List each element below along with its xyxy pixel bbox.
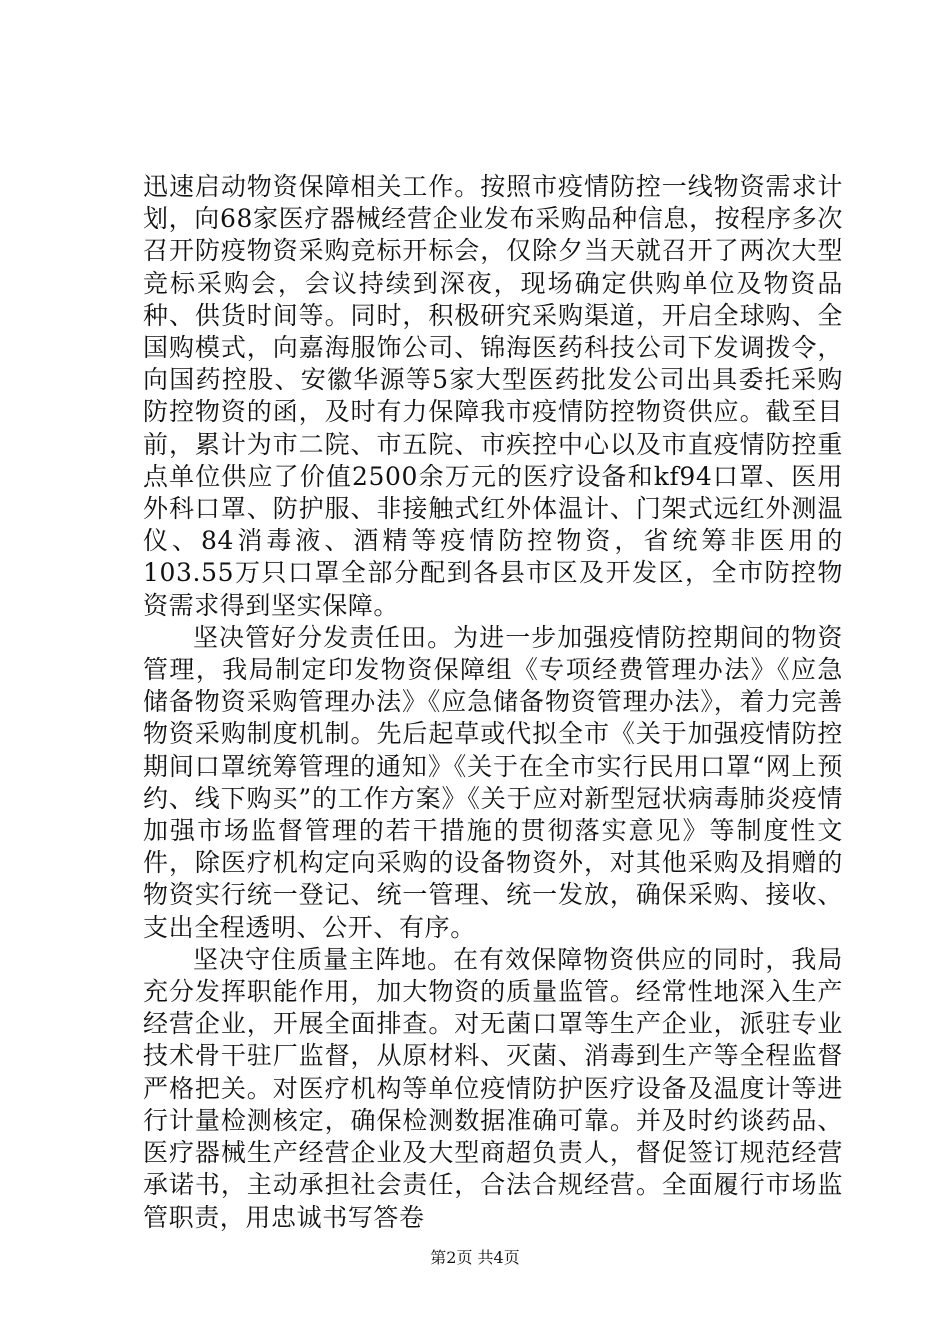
paragraph-continuation: 迅速启动物资保障相关工作。按照市疫情防控一线物资需求计划，向68家医疗器械经营企业发布采购品种信息，按程序多次召开防疫物资采购竞标开标会，仅除夕当天就召开了两次大型竞标采购会，会议持续到深夜，现场确定供购单位及物资品种、供货时间等。同时，积极研究采购渠道，开启全球购、全国购模式，向嘉海服饰公司、锦海医药科技公司下发调拨令，向国药控股、安徽华源等5家大型医药批发公司出具委托采购防控物资的函，及时有力保障我市疫情防控物资供应。截至目前，累计为市二院、市五院、市疾控中心以及市直疫情防控重点单位供应了价值2500余万元的医疗设备和kf94口罩、医用外科口罩、防护服、非接触式红外体温计、门架式远红外测温仪、84消毒液、酒精等疫情防控物资，省统筹非医用的103.55万只口罩全部分配到各县市区及开发区，全市防控物资需求得到坚实保障。 bbox=[143, 172, 843, 620]
page-number-footer: 第2页 共4页 bbox=[430, 1248, 520, 1267]
document-body bbox=[143, 171, 843, 1234]
paragraph-quality-supervision: 坚决守住质量主阵地。在有效保障物资供应的同时，我局充分发挥职能作用，加大物资的质量监管。经常性地深入生产经营企业，开展全面排查。对无菌口罩等生产企业，派驻专业技术骨干驻厂监督，从原材料、灭菌、消毒到生产等全程监督严格把关。对医疗机构等单位疫情防护医疗设备及温度计等进行计量检测核定，确保检测数据准确可靠。并及时约谈药品、医疗器械生产经营企业及大型商超负责人，督促签订规范经营承诺书，主动承担社会责任，合法合规经营。全面履行市场监管职责，用忠诚书写答卷 bbox=[143, 944, 843, 1232]
paragraph-distribution-responsibility: 坚决管好分发责任田。为进一步加强疫情防控期间的物资管理，我局制定印发物资保障组《专项经费管理办法》《应急储备物资采购管理办法》《应急储备物资管理办法》，着力完善物资采购制度机制。先后起草或代拟全市《关于加强疫情防控期间口罩统筹管理的通知》《关于在全市实行民用口罩“网上预约、线下购买”的工作方案》《关于应对新型冠状病毒肺炎疫情加强市场监督管理的若干措施的贯彻落实意见》等制度性文件，除医疗机构定向采购的设备物资外，对其他采购及捐赠的物资实行统一登记、统一管理、统一发放，确保采购、接收、支出全程透明、公开、有序。 bbox=[143, 622, 843, 942]
